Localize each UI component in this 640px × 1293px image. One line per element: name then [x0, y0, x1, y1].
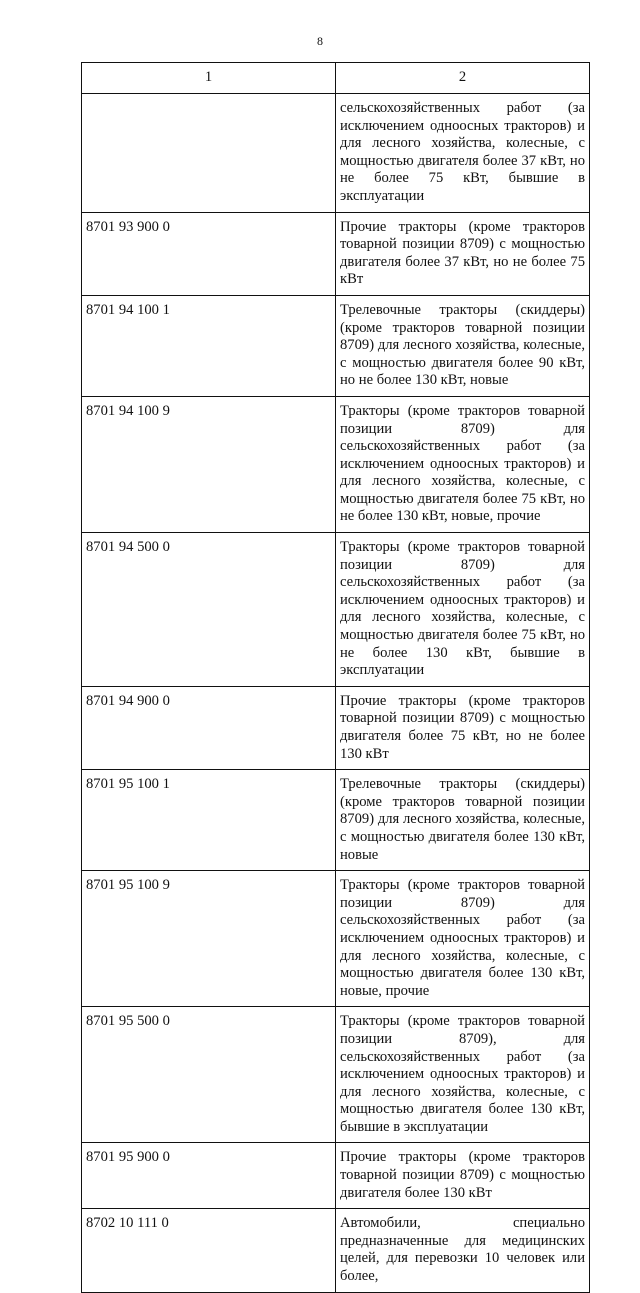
table-row: [82, 94, 590, 213]
row-code: [82, 94, 336, 213]
table-row: [82, 686, 590, 769]
row-description: Тракторы (кроме тракторов товарной позиции 8709) для сельскохозяйственных работ (за исключением одноосных тракторов) и для лесного хозяйства, колесные, с мощностью двигателя более 130 кВт, новые, прочие: [336, 871, 590, 1007]
table-row: [82, 1007, 590, 1143]
row-code: 8701 95 100 1: [82, 770, 336, 871]
table-row: [82, 871, 590, 1007]
row-code: 8701 95 100 9: [82, 871, 336, 1007]
row-code: 8701 95 500 0: [82, 1007, 336, 1143]
row-code: 8701 95 900 0: [82, 1143, 336, 1209]
row-code: 8701 94 900 0: [82, 686, 336, 769]
row-description: сельскохозяйственных работ (за исключением одноосных тракторов) и для лесного хозяйства, колесные, с мощностью двигателя более 37 кВт, но не более 75 кВт, бывшие в эксплуатации: [336, 94, 590, 213]
table-row: [82, 295, 590, 396]
row-description: Тракторы (кроме тракторов товарной позиции 8709), для сельскохозяйственных работ (за исключением одноосных тракторов) и для лесного хозяйства, колесные, с мощностью двигателя более 130 кВт, бывшие в эксплуатации: [336, 1007, 590, 1143]
table-row: [82, 533, 590, 687]
row-description: Прочие тракторы (кроме тракторов товарной позиции 8709) с мощностью двигателя более 37 кВт, но не более 75 кВт: [336, 212, 590, 295]
row-code: 8701 94 500 0: [82, 533, 336, 687]
table-row: [82, 1143, 590, 1209]
row-description: Трелевочные тракторы (скиддеры) (кроме тракторов товарной позиции 8709) для лесного хозяйства, колесные, с мощностью двигателя более 90 кВт, но не более 130 кВт, новые: [336, 295, 590, 396]
column-header-description: 2: [336, 63, 590, 94]
row-description: Прочие тракторы (кроме тракторов товарной позиции 8709) с мощностью двигателя более 130 кВт: [336, 1143, 590, 1209]
row-description: Трелевочные тракторы (скиддеры) (кроме тракторов товарной позиции 8709) для лесного хозяйства, колесные, с мощностью двигателя более 130 кВт, новые: [336, 770, 590, 871]
table-header-row: [82, 63, 590, 94]
row-description: Автомобили, специально предназначенные для медицинских целей, для перевозки 10 человек или более,: [336, 1209, 590, 1292]
row-description: Тракторы (кроме тракторов товарной позиции 8709) для сельскохозяйственных работ (за исключением одноосных тракторов) и для лесного хозяйства, колесные, с мощностью двигателя более 75 кВт, но не более 130 кВт, бывшие в эксплуатации: [336, 533, 590, 687]
row-code: 8701 94 100 9: [82, 396, 336, 532]
row-code: 8701 94 100 1: [82, 295, 336, 396]
table-row: [82, 1209, 590, 1292]
row-code: 8701 93 900 0: [82, 212, 336, 295]
table-row: [82, 770, 590, 871]
row-code: 8702 10 111 0: [82, 1209, 336, 1292]
table-row: [82, 212, 590, 295]
row-description: Прочие тракторы (кроме тракторов товарной позиции 8709) с мощностью двигателя более 75 кВт, но не более 130 кВт: [336, 686, 590, 769]
column-header-code: 1: [82, 63, 336, 94]
row-description: Тракторы (кроме тракторов товарной позиции 8709) для сельскохозяйственных работ (за исключением одноосных тракторов) и для лесного хозяйства, колесные, с мощностью двигателя более 75 кВт, но не более 130 кВт, новые, прочие: [336, 396, 590, 532]
table-row: [82, 396, 590, 532]
tariff-codes-table: [81, 62, 590, 1293]
page-number: 8: [317, 34, 323, 48]
